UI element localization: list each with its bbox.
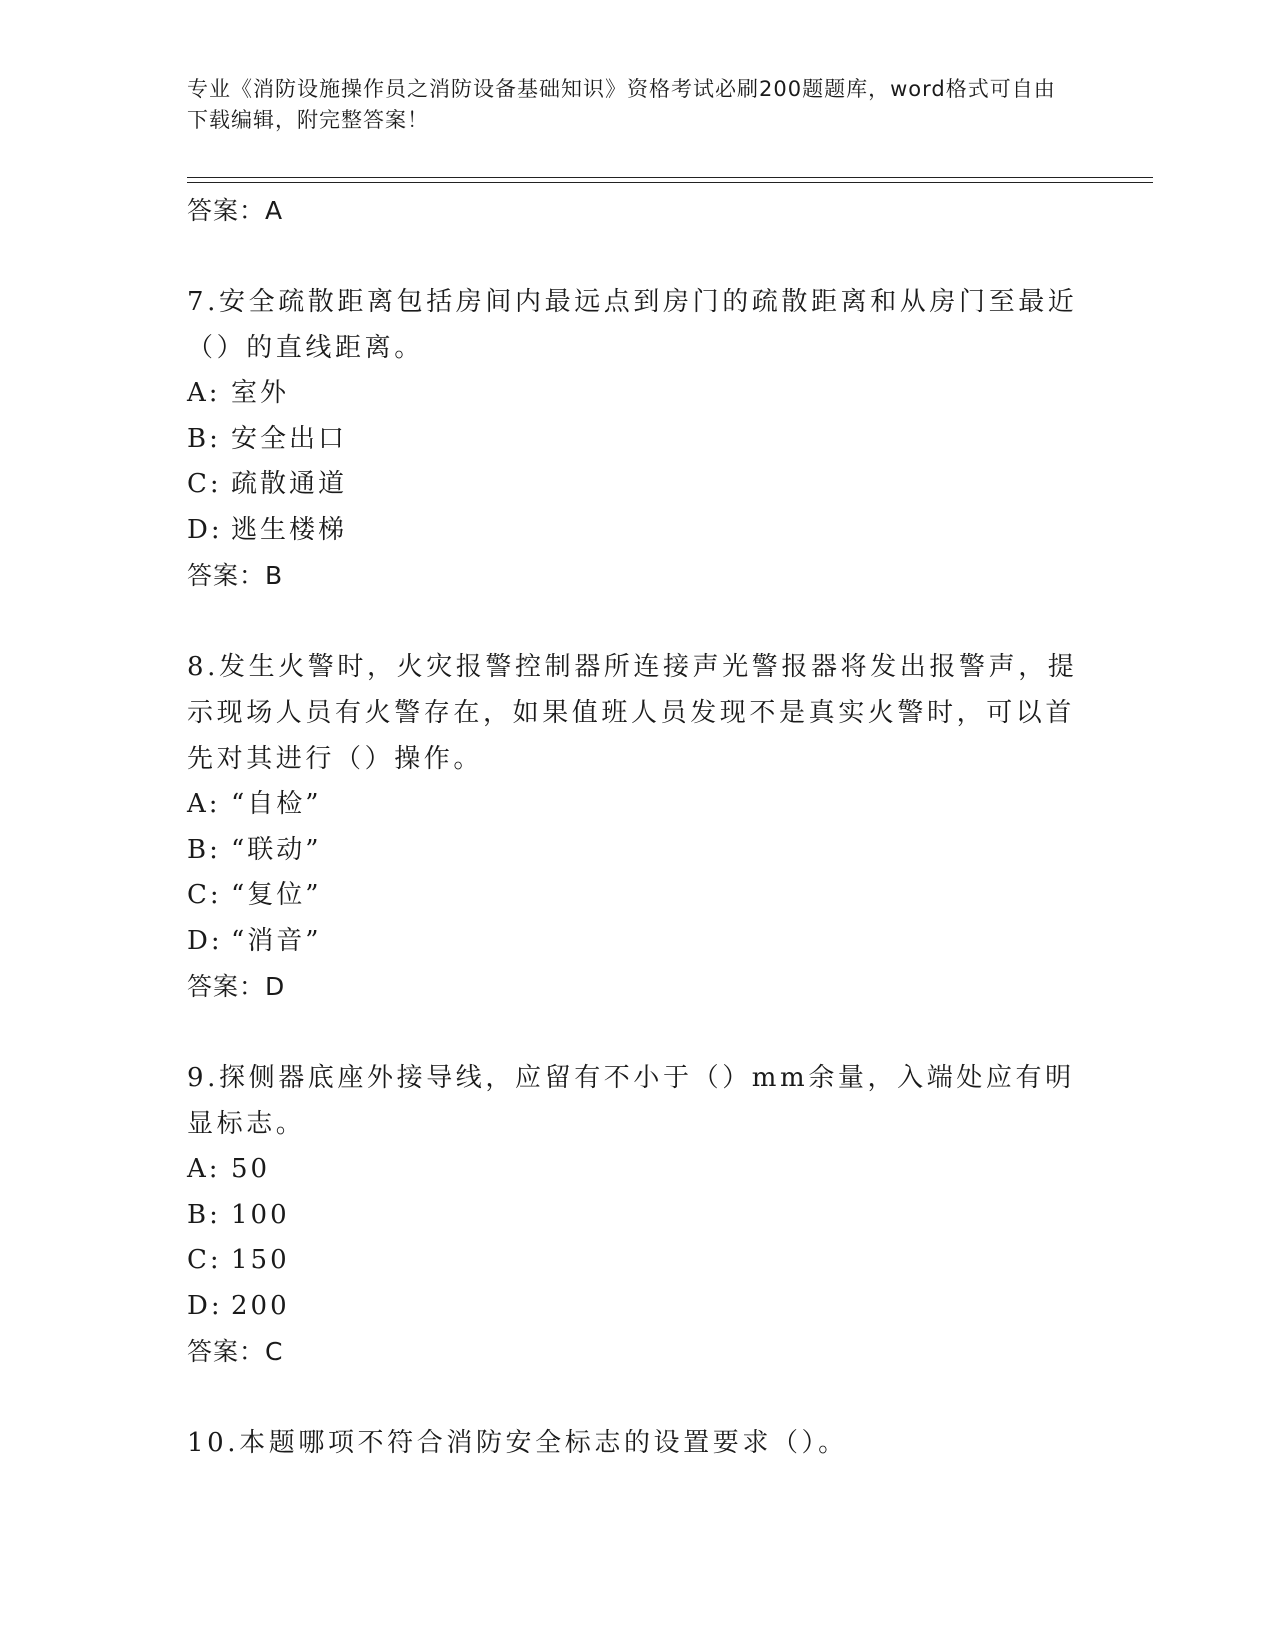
option-letter: B:: [187, 834, 221, 865]
option-text: “联动”: [231, 834, 322, 865]
option-letter: D:: [187, 514, 223, 545]
option-d: [187, 919, 1087, 965]
option-a: [187, 782, 1087, 828]
option-letter: C:: [187, 1245, 222, 1275]
option-text: “消音”: [231, 925, 322, 956]
header-divider-bottom: [187, 182, 1153, 183]
option-text: 150: [231, 1245, 290, 1275]
option-letter: D:: [187, 925, 223, 956]
option-d: [187, 1284, 1087, 1330]
answer-label: 答案：A: [187, 196, 284, 225]
option-letter: A:: [187, 1154, 221, 1184]
answer-label: 答案：B: [187, 561, 284, 590]
question-text: 10.本题哪项不符合消防安全标志的设置要求（）。: [187, 1428, 848, 1458]
option-text: 疏散通道: [231, 469, 348, 499]
option-text: “复位”: [231, 880, 322, 910]
question-block: [187, 1055, 1087, 1375]
header-divider-top: [187, 177, 1153, 178]
option-letter: D:: [187, 1290, 223, 1321]
option-b: [187, 1193, 1087, 1239]
option-b: [187, 828, 1087, 874]
option-text: 安全出口: [231, 423, 348, 454]
question-text: 7.安全疏散距离包括房间内最远点到房门的疏散距离和从房门至最近（）的直线距离。: [187, 287, 1078, 363]
answer-label: 答案：D: [187, 972, 286, 1001]
answer-label: 答案：C: [187, 1337, 284, 1366]
option-letter: C:: [187, 880, 222, 910]
option-letter: A:: [187, 378, 221, 408]
option-a: [187, 1147, 1087, 1193]
option-text: 逃生楼梯: [231, 514, 348, 545]
option-text: 100: [231, 1199, 290, 1230]
option-text: 室外: [231, 378, 290, 408]
option-text: “自检”: [231, 789, 322, 819]
question-text: 9.探侧器底座外接导线，应留有不小于（）mm余量，入端处应有明显标志。: [187, 1063, 1075, 1139]
question-text: 8.发生火警时，火灾报警控制器所连接声光警报器将发出报警声，提示现场人员有火警存在，如果值班人员发现不是真实火警时，可以首先对其进行（）操作。: [187, 652, 1078, 774]
option-letter: B:: [187, 1199, 221, 1230]
document-content: [187, 188, 1087, 1466]
option-b: [187, 417, 1087, 463]
question-block: [187, 1420, 1087, 1466]
option-a: [187, 371, 1087, 417]
question-block: [187, 644, 1087, 1010]
option-c: [187, 873, 1087, 919]
option-c: [187, 462, 1087, 508]
question-block: [187, 279, 1087, 599]
option-letter: B:: [187, 423, 221, 454]
option-letter: C:: [187, 469, 222, 499]
option-c: [187, 1238, 1087, 1284]
document-header: 专业《消防设施操作员之消防设备基础知识》资格考试必刷200题题库，word格式可自由下载编辑，附完整答案！: [187, 77, 1056, 132]
option-letter: A:: [187, 789, 221, 819]
option-text: 200: [231, 1290, 290, 1321]
option-d: [187, 508, 1087, 554]
option-text: 50: [231, 1154, 271, 1184]
